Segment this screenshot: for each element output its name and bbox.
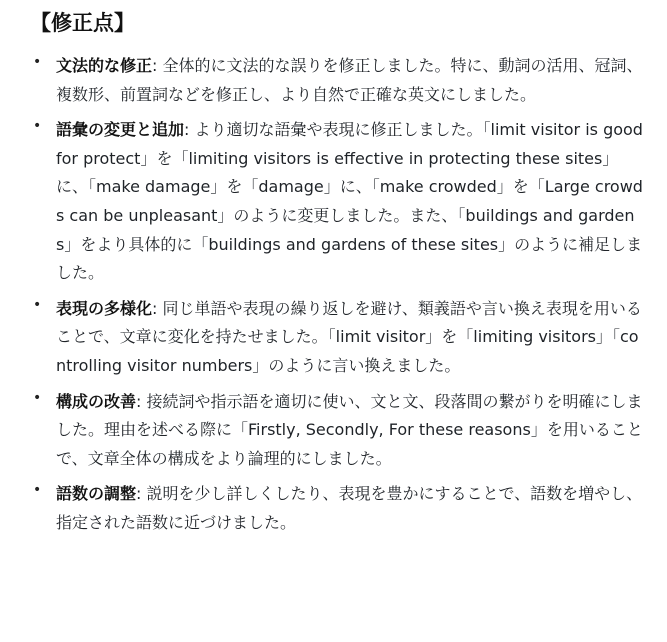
point-term: 表現の多様化	[56, 298, 153, 318]
point-body: : 説明を少し詳しくしたり、表現を豊かにすることで、語数を増やし、指定された語数に近づけました。	[56, 484, 643, 532]
list-item-structure	[30, 388, 643, 474]
point-body: : 全体的に文法的な誤りを修正しました。特に、動詞の活用、冠詞、複数形、前置詞などを修正し、より自然で正確な英文にしました。	[56, 56, 643, 104]
point-body: : 同じ単語や表現の繰り返しを避け、類義語や言い換え表現を用いることで、文章に変化を持たせました。「limit visitor」を「limiting visitors」「controlling visitor numbers」のように言い換えました。	[56, 298, 642, 375]
bullet-icon: •	[33, 118, 42, 135]
list-item-vocabulary	[30, 116, 643, 288]
point-body: : より適切な語彙や表現に修正しました。「limit visitor is good for protect」を「limiting visitors is effective in protecting these sites」に、「make damage」を「damage」に、「make crowded」を「Large crowds can be unpleasant」のように変更しました。また、「buildings and gardens」をより具体的に「buildings and gardens of these sites」のように補足しました。	[56, 120, 643, 283]
revision-points-list	[30, 52, 643, 538]
list-item-grammar	[30, 52, 643, 109]
bullet-icon: •	[33, 482, 42, 499]
bullet-icon: •	[33, 389, 42, 406]
list-item-word-count	[30, 480, 643, 537]
list-item-expression-variety	[30, 295, 643, 381]
point-term: 語数の調整	[56, 484, 137, 504]
section-heading: 【修正点】	[30, 11, 135, 35]
point-term: 構成の改善	[56, 391, 137, 411]
point-term: 語彙の変更と追加	[56, 120, 185, 140]
point-body: : 接続詞や指示語を適切に使い、文と文、段落間の繋がりを明確にしました。理由を述べる際に「Firstly, Secondly, For these reasons」を用いることで、文章全体の構成をより論理的にしました。	[56, 391, 643, 468]
bullet-icon: •	[33, 54, 42, 70]
bullet-icon: •	[33, 296, 42, 313]
point-term: 文法的な修正	[56, 56, 153, 75]
